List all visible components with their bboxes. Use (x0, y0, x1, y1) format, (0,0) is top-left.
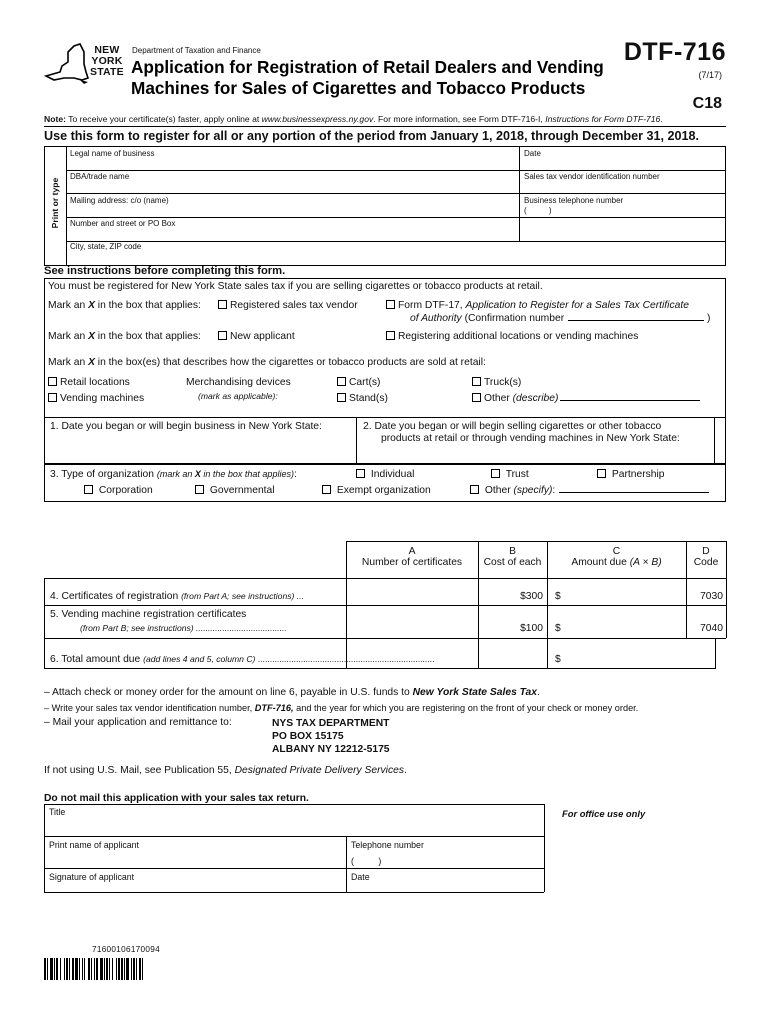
mark-applies-1: Mark an X in the box that applies: (48, 300, 201, 311)
registered-vendor-checkbox[interactable] (218, 300, 227, 309)
telephone-field[interactable]: Telephone number (351, 840, 424, 850)
retail-locations-option[interactable]: Retail locations (48, 377, 130, 388)
city-field[interactable]: City, state, ZIP code (70, 242, 142, 251)
form-title: Application for Registration of Retail Dealers and Vending Machines for Sales of Cigarettes and Tobacco Products (131, 57, 604, 98)
new-applicant-checkbox[interactable] (218, 331, 227, 340)
form-code: C18 (692, 95, 722, 112)
row6-label: 6. Total amount due (add lines 4 and 5, column C) .......................................................................... (50, 654, 435, 665)
mark-applicable-hint: (mark as applicable): (198, 391, 278, 401)
exempt-checkbox[interactable] (322, 485, 331, 494)
confirmation-number-input[interactable] (568, 320, 704, 321)
row4-code: 7030 (700, 591, 723, 602)
q3-label: 3. Type of organization (mark an X in the box that applies): (50, 469, 297, 480)
print-name-field[interactable]: Print name of applicant (49, 840, 139, 850)
dba-field[interactable]: DBA/trade name (70, 172, 130, 181)
mark-applies-2: Mark an X in the box that applies: (48, 331, 201, 342)
other-org-option[interactable]: Other (specify): (470, 485, 709, 496)
row4-count-input[interactable] (350, 580, 474, 603)
date-field[interactable]: Date (524, 149, 541, 158)
form-number: DTF-716 (623, 38, 726, 66)
barcode (44, 958, 219, 980)
signature-field[interactable]: Signature of applicant (49, 872, 135, 882)
date-signed-field[interactable]: Date (351, 872, 370, 882)
street-field[interactable]: Number and street or PO Box (70, 219, 176, 228)
partnership-checkbox[interactable] (597, 469, 606, 478)
q2-line2: products at retail or through vending machines in New York State: (381, 433, 680, 444)
new-york-state-map-icon (44, 42, 90, 86)
title-field[interactable]: Title (49, 807, 66, 817)
row5-label: 5. Vending machine registration certificates (50, 609, 247, 620)
department-name: Department of Taxation and Finance (132, 46, 261, 55)
legal-name-field[interactable]: Legal name of business (70, 149, 155, 158)
registered-vendor-option[interactable]: Registered sales tax vendor (218, 300, 358, 311)
trucks-checkbox[interactable] (472, 377, 481, 386)
additional-locations-checkbox[interactable] (386, 331, 395, 340)
row4-amount-input[interactable]: $ (555, 591, 561, 602)
corporation-option[interactable]: Corporation (84, 485, 153, 496)
conf-number-line: of Authority (Confirmation number ) (410, 313, 711, 324)
governmental-option[interactable]: Governmental (195, 485, 275, 496)
row4-cost: $300 (520, 591, 543, 602)
row5-hint: (from Part B; see instructions) ...................................... (80, 623, 287, 633)
form-dtf17-option[interactable]: Form DTF-17, Application to Register for a Sales Tax Certificate (386, 300, 689, 311)
period-instruction: Use this form to register for all or any portion of the period from January 1, 2018, through December 31, 2018. (44, 129, 700, 143)
governmental-checkbox[interactable] (195, 485, 204, 494)
other-org-checkbox[interactable] (470, 485, 479, 494)
trust-option[interactable]: Trust (491, 469, 529, 480)
retail-locations-checkbox[interactable] (48, 377, 57, 386)
trust-checkbox[interactable] (491, 469, 500, 478)
stands-checkbox[interactable] (337, 393, 346, 402)
revision-date: (7/17) (698, 70, 722, 80)
nys-logo (44, 42, 124, 90)
row5-count-input[interactable] (350, 607, 474, 636)
col-d-header: D Code (693, 546, 719, 568)
additional-locations-option[interactable]: Registering additional locations or vending machines (386, 331, 638, 342)
office-use-label: For office use only (562, 808, 646, 819)
corporation-checkbox[interactable] (84, 485, 93, 494)
vending-machines-option[interactable]: Vending machines (48, 393, 144, 404)
business-info-block (44, 146, 726, 266)
other-option[interactable]: Other (describe) (472, 393, 700, 404)
merch-devices-label: Merchandising devices (186, 377, 291, 388)
row4-label: 4. Certificates of registration (from Part A; see instructions) ... (50, 591, 304, 602)
q1-business-start-date[interactable]: 1. Date you began or will begin business in New York State: (50, 421, 322, 432)
row5-cost: $100 (520, 623, 543, 634)
col-c-header: C Amount due (A × B) (571, 546, 662, 568)
vending-machines-checkbox[interactable] (48, 393, 57, 402)
individual-checkbox[interactable] (356, 469, 365, 478)
stands-option[interactable]: Stand(s) (337, 393, 388, 404)
mailing-address-field[interactable]: Mailing address: c/o (name) (70, 196, 169, 205)
vendor-id-field[interactable]: Sales tax vendor identification number (524, 172, 660, 181)
exempt-option[interactable]: Exempt organization (322, 485, 431, 496)
partnership-option[interactable]: Partnership (597, 469, 665, 480)
write-vendor-id-text: – Write your sales tax vendor identification number, DTF-716, and the year for which you are registering on the front of your check or money order. (44, 703, 639, 713)
print-or-type-label: Print or type (50, 177, 60, 229)
logo-wordmark: NEW YORK STATE (90, 44, 124, 78)
row5-code: 7040 (700, 623, 723, 634)
other-org-specify-input[interactable] (559, 492, 709, 493)
mark-boxes-text: Mark an X in the box(es) that describes how the cigarettes or tobacco products are sold at retail: (48, 357, 486, 368)
telephone-parens: ( ) (351, 856, 382, 866)
other-checkbox[interactable] (472, 393, 481, 402)
do-not-mail-warning: Do not mail this application with your sales tax return. (44, 793, 309, 804)
phone-parens: ( ) (524, 206, 552, 215)
col-b-header: B Cost of each (483, 546, 542, 568)
instructions-heading: See instructions before completing this form. (44, 265, 286, 277)
barcode-number: 71600106170094 (92, 945, 160, 954)
carts-option[interactable]: Cart(s) (337, 377, 380, 388)
mail-to-label: – Mail your application and remittance to: (44, 717, 232, 728)
mailing-address: NYS TAX DEPARTMENT PO BOX 15175 ALBANY NY 12212-5175 (272, 718, 390, 755)
must-register-text: You must be registered for New York State sales tax if you are selling cigarettes or tobacco products at retail. (48, 281, 543, 292)
business-phone-field[interactable]: Business telephone number (524, 196, 624, 205)
new-applicant-option[interactable]: New applicant (218, 331, 295, 342)
q2-line1[interactable]: 2. Date you began or will begin selling cigarettes or other tobacco (363, 421, 662, 432)
attach-check-text: – Attach check or money order for the amount on line 6, payable in U.S. funds to New York State Sales Tax. (44, 687, 540, 698)
col-a-header: A Number of certificates (361, 546, 463, 568)
private-delivery-text: If not using U.S. Mail, see Publication 55, Designated Private Delivery Services. (44, 765, 407, 776)
carts-checkbox[interactable] (337, 377, 346, 386)
trucks-option[interactable]: Truck(s) (472, 377, 521, 388)
row6-total-input[interactable]: $ (555, 654, 561, 665)
form-dtf17-checkbox[interactable] (386, 300, 395, 309)
other-describe-input[interactable] (560, 400, 700, 401)
note-text: Note: To receive your certificate(s) faster, apply online at www.businessexpress.ny.gov. For more information, see Form DTF-716-I, Instructions for Form DTF-716. (44, 114, 663, 124)
individual-option[interactable]: Individual (356, 469, 414, 480)
row5-amount-input[interactable]: $ (555, 623, 561, 634)
